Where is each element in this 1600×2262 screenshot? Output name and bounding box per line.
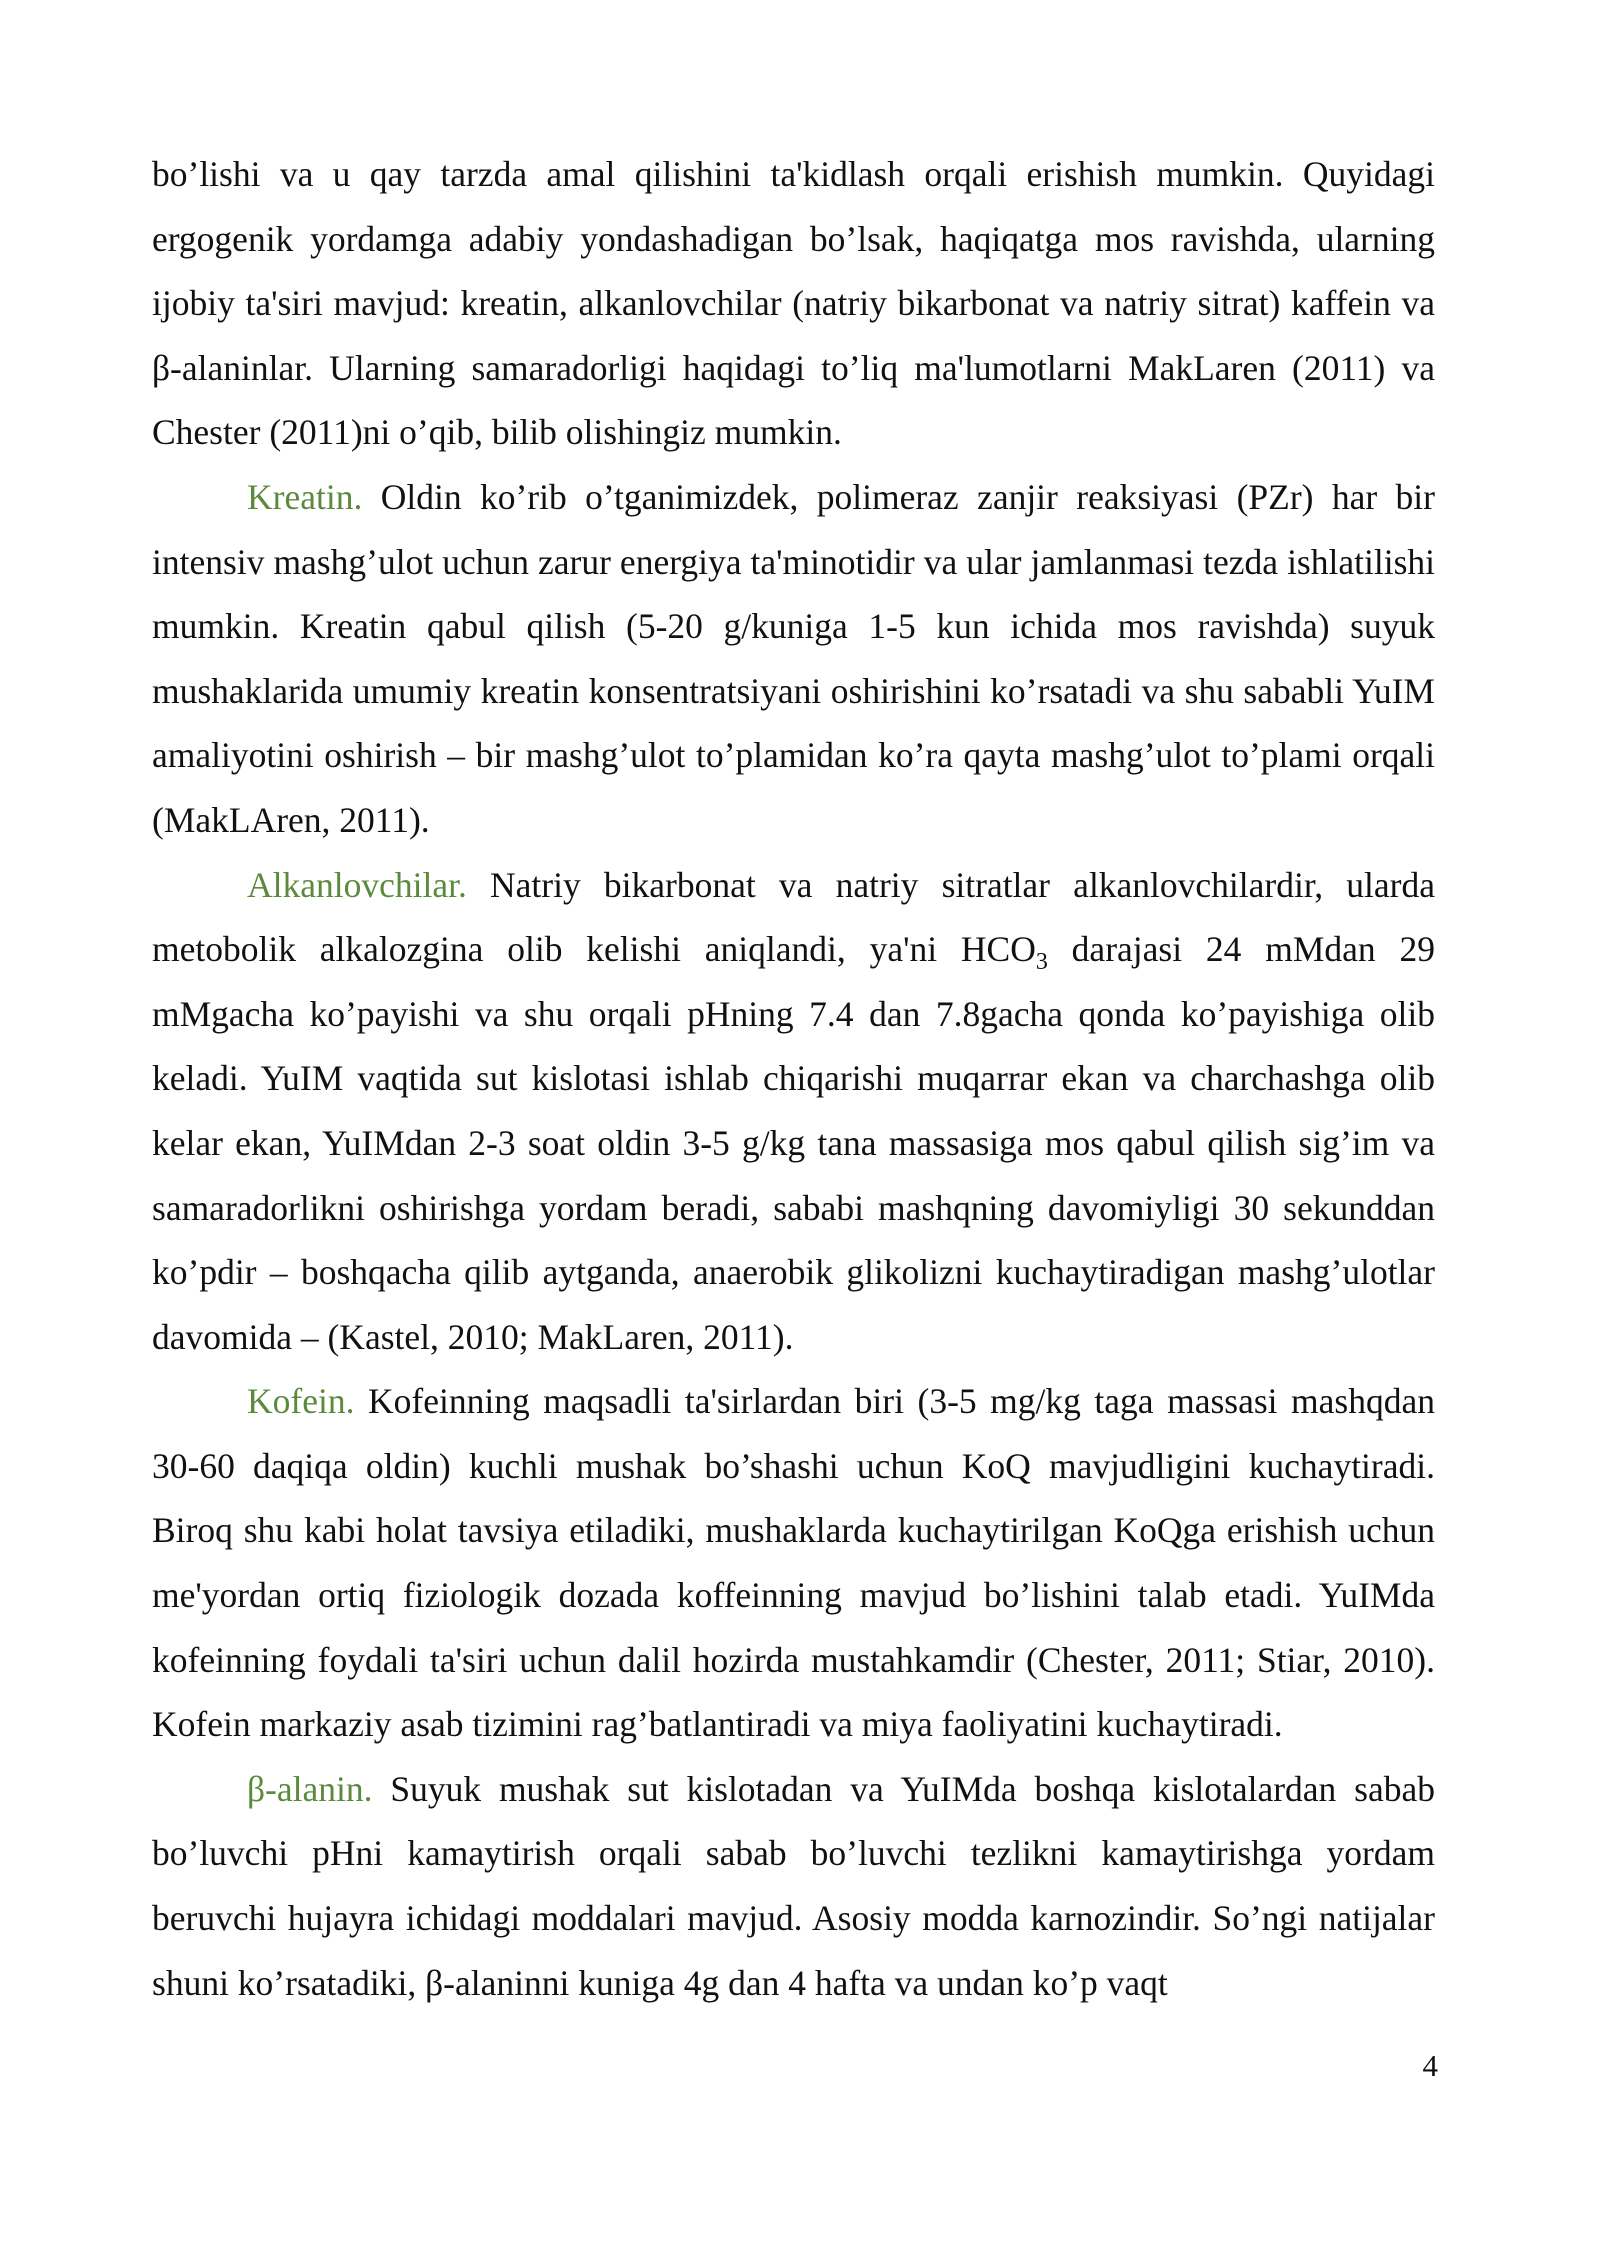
paragraph-kofein — [152, 1369, 1435, 1757]
hco3-subscript: 3 — [1035, 949, 1048, 976]
heading-alkanlovchilar: Alkanlovchilar. — [247, 864, 467, 905]
paragraph-kofein-text: Kofeinning maqsadli ta'sirlardan biri (3-5 mg/kg taga massasi mashqdan 30-60 daqiqa oldin) kuchli mushak bo’shashi uchun KoQ mavjudligini kuchaytiradi. Biroq shu kabi holat tavsiya etiladiki, mushaklarda kuchaytirilgan KoQga erishish uchun me'yordan ortiq fiziologik dozada koffeinning mavjud bo’lishini talab etadi. YuIMda kofeinning foydali ta'siri uchun dalil hozirda mustahkamdir (Chester, 2011; Stiar, 2010). Kofein markaziy asab tizimini rag’batlantiradi va miya faoliyatini kuchaytiradi. — [152, 1381, 1435, 1745]
paragraph-beta-alanin-text: Suyuk mushak sut kislotadan va YuIMda boshqa kislotalardan sabab bo’luvchi pHni kamaytirish orqali sabab bo’luvchi tezlikni kamaytirishga yordam beruvchi hujayra ichidagi moddalari mavjud. Asosiy modda karnozindir. So’ngi natijalar shuni ko’rsatadiki, β-alaninni kuniga 4g dan 4 hafta va undan ko’p vaqt — [152, 1768, 1435, 2003]
page-body — [152, 142, 1435, 2015]
heading-kofein: Kofein. — [247, 1381, 355, 1422]
paragraph-intro-text: bo’lishi va u qay tarzda amal qilishini ta'kidlash orqali erishish mumkin. Quyidagi ergogenik yordamga adabiy yondashadigan bo’lsak, haqiqatga mos ravishda, ularning ijobiy ta'siri mavjud: kreatin, alkanlovchilar (natriy bikarbonat va natriy sitrat) kaffein va β-alaninlar. Ularning samaradorligi haqidagi to’liq ma'lumotlarni MakLaren (2011) va Chester (2011)ni o’qib, bilib olishingiz mumkin. — [152, 154, 1435, 453]
page-number: 4 — [1422, 2048, 1438, 2083]
heading-kreatin: Kreatin. — [247, 476, 363, 517]
paragraph-alkanlovchilar — [152, 853, 1435, 1370]
paragraph-alkanlovchilar-text-2: darajasi 24 mMdan 29 mMgacha ko’payishi va shu orqali pHning 7.4 dan 7.8gacha qonda ko’payishiga olib keladi. YuIM vaqtida sut kislotasi ishlab chiqarishi muqarrar ekan va charchashga olib kelar ekan, YuIMdan 2-3 soat oldin 3-5 g/kg tana massasiga mos qabul qilish sig’im va samaradorlikni oshirishga yordam beradi, sababi mashqning davomiyligi 30 sekunddan ko’pdir – boshqacha qilib aytganda, anaerobik glikolizni kuchaytiradigan mashg’ulotlar davomida – (Kastel, 2010; MakLaren, 2011). — [152, 929, 1435, 1357]
paragraph-intro — [152, 142, 1435, 465]
paragraph-beta-alanin — [152, 1757, 1435, 2015]
heading-beta-alanin: β-alanin. — [247, 1768, 373, 1809]
paragraph-alkanlovchilar-text-1: Natriy bikarbonat va natriy sitratlar alkanlovchilardir, ularda metobolik alkalozgina olib kelishi aniqlandi, ya'ni HCO — [152, 864, 1435, 970]
paragraph-kreatin-text: Oldin ko’rib o’tganimizdek, polimeraz zanjir reaksiyasi (PZr) har bir intensiv mashg’ulot uchun zarur energiya ta'minotidir va ular jamlanmasi tezda ishlatilishi mumkin. Kreatin qabul qilish (5-20 g/kuniga 1-5 kun ichida mos ravishda) suyuk mushaklarida umumiy kreatin konsentratsiyani oshirishini ko’rsatadi va shu sababli YuIM amaliyotini oshirish – bir mashg’ulot to’plamidan ko’ra qayta mashg’ulot to’plami orqali (MakLAren, 2011). — [152, 476, 1435, 840]
paragraph-kreatin — [152, 465, 1435, 853]
